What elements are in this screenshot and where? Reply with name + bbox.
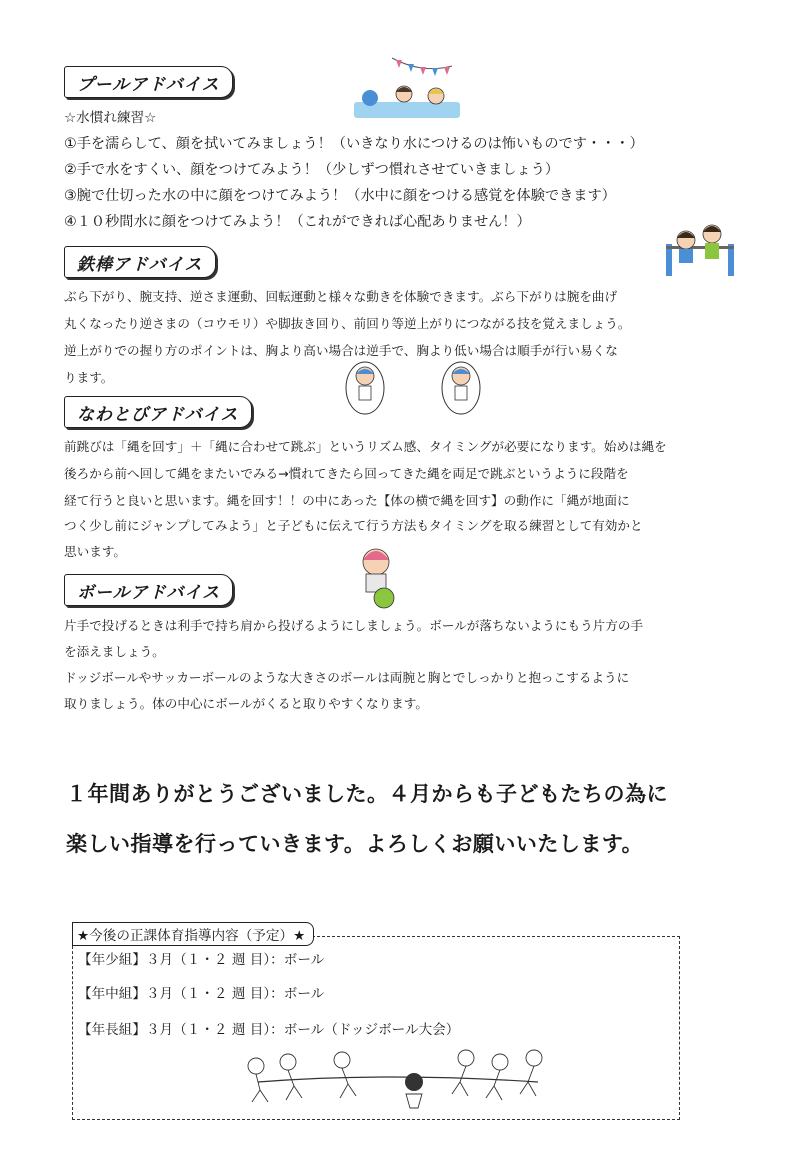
pool-step-2: ②手で水をすくい、顔をつけてみよう！（少しずつ慣れさせていきましょう） — [64, 162, 560, 178]
ball-line-4: 取りましょう。体の中心にボールがくると取りやすくなります。 — [64, 696, 428, 711]
rope-line-5: 思います。 — [64, 544, 126, 559]
pool-step-1: ①手を濡らして、顔を拭いてみましょう！（いきなり水につけるのは怖いものです・・・） — [64, 136, 644, 152]
bar-line-2: 丸くなったり逆さまの（コウモリ）や脚抜き回り、前回り等逆上がりにつながる技を覚えましょう。 — [64, 316, 631, 331]
rope-line-3: 経て行うと良いと思います。縄を回す！！の中にあった【体の横で縄を回す】の動作に「縄が地面に — [64, 493, 630, 508]
pool-step-3: ③腕で仕切った水の中に顔をつけてみよう！（水中に顔をつける感覚を体験できます） — [64, 188, 616, 204]
ball-child-illustration — [348, 544, 408, 610]
rope-child-illustration-2 — [440, 360, 482, 416]
bar-line-1: ぶら下がり、腕支持、逆さま運動、回転運動と様々な動きを体験できます。ぶら下がりは腕を曲げ — [64, 289, 618, 304]
ball-line-1: 片手で投げるときは利手で持ち肩から投げるようにしましょう。ボールが落ちないようにもう片方の手 — [64, 618, 644, 633]
tug-of-war-illustration — [238, 1046, 558, 1114]
rope-child-illustration-1 — [344, 360, 386, 416]
schedule-title: ★今後の正課体育指導内容（予定）★ — [72, 922, 314, 946]
ball-line-3: ドッジボールやサッカーボールのような大きさのボールは両腕と胸とでしっかりと抱っこするように — [64, 670, 630, 685]
pool-step-4: ④１０秒間水に顔をつけてみよう！（これができれば心配ありません！） — [64, 214, 531, 230]
rope-line-1: 前跳びは「縄を回す」＋「縄に合わせて跳ぶ」というリズム感、タイミングが必要になります。始めは縄を — [64, 439, 667, 454]
schedule-row-nencho: 【年長組】３月（１・２ 週 目）：ボール（ドッジボール大会） — [78, 1022, 460, 1038]
rope-line-2: 後ろから前へ回して縄をまたいでみる→慣れてきたら回ってきた縄を両足で跳ぶというように段階を — [64, 466, 629, 481]
pool-subheading: ☆水慣れ練習☆ — [64, 110, 157, 126]
rope-line-4: つく少し前にジャンプしてみよう」と子どもに伝えて行う方法もタイミングを取る練習として有効かと — [64, 518, 643, 533]
ball-line-2: を添えましょう。 — [64, 644, 165, 659]
bar-children-illustration — [664, 218, 736, 278]
rope-heading: なわとびアドバイス — [64, 396, 252, 428]
ball-heading: ボールアドバイス — [64, 574, 233, 606]
pool-heading: プールアドバイス — [64, 66, 233, 98]
bar-line-3: 逆上がりでの握り方のポイントは、胸より高い場合は逆手で、胸より低い場合は順手が行い易くな — [64, 343, 618, 358]
schedule-row-nenchu: 【年中組】３月（１・２ 週 目）：ボール — [78, 986, 325, 1002]
bar-line-4: ります。 — [64, 370, 114, 385]
bar-heading: 鉄棒アドバイス — [64, 246, 216, 278]
closing-message-line-1: １年間ありがとうございました。４月からも子どもたちの為に — [66, 782, 668, 806]
schedule-row-nensho: 【年少組】３月（１・２ 週 目）：ボール — [78, 952, 325, 968]
pool-children-illustration — [352, 52, 462, 122]
closing-message-line-2: 楽しい指導を行っていきます。よろしくお願いいたします。 — [66, 832, 644, 856]
